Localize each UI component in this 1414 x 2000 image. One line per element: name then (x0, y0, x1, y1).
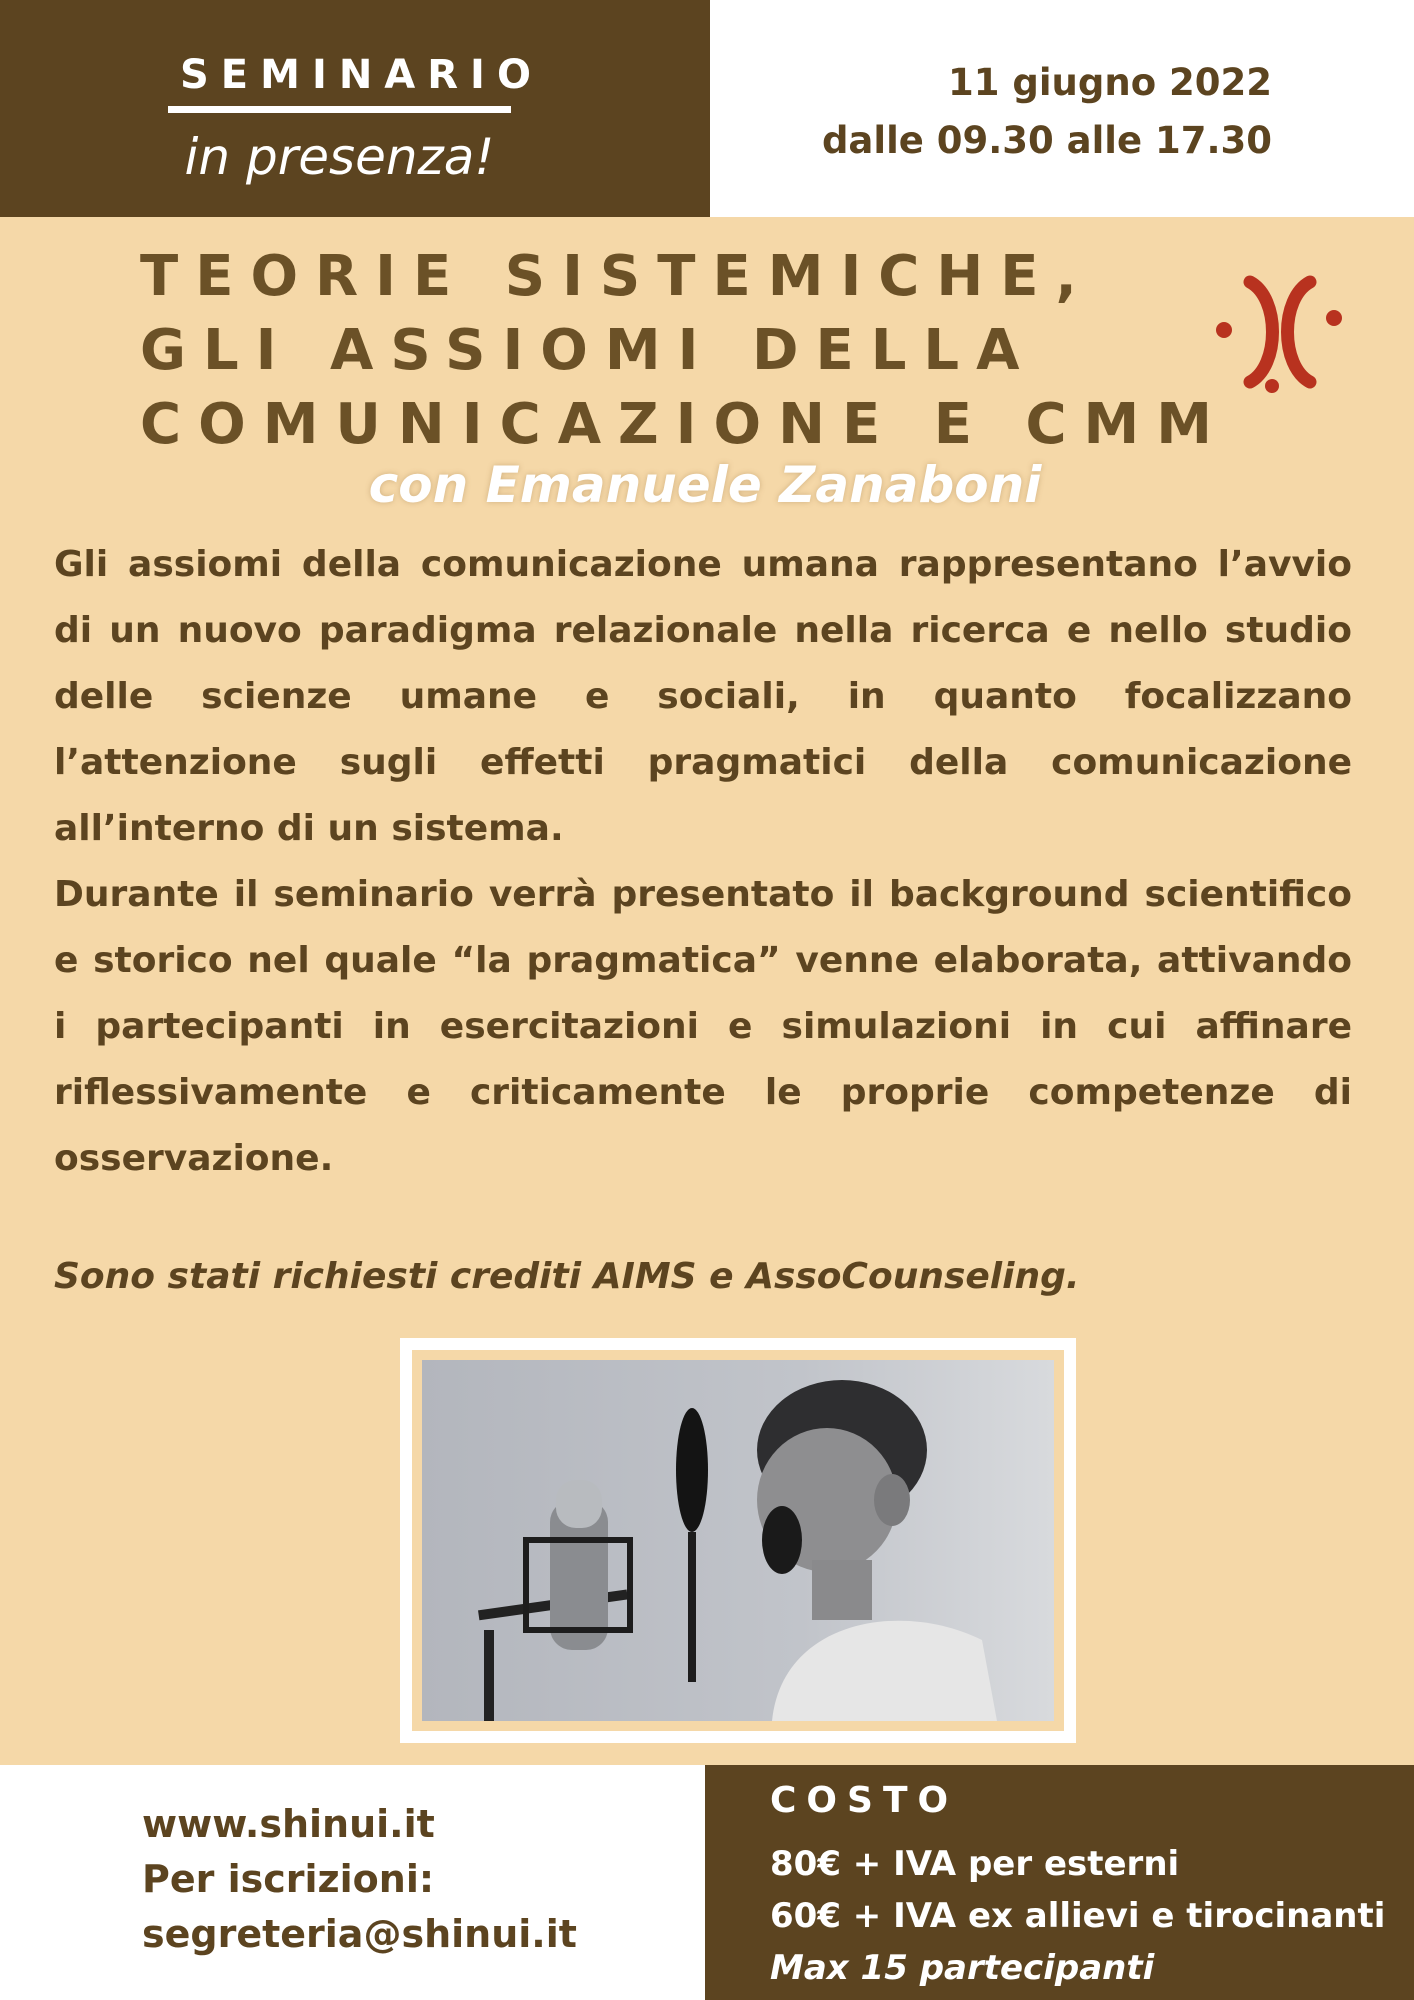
seminar-mode: in presenza! (184, 128, 495, 186)
seminar-label: SEMINARIO (180, 52, 543, 98)
photo-frame (400, 1338, 1076, 1743)
seminar-title (140, 240, 1230, 462)
title-line-2: GLI ASSIOMI DELLA (140, 318, 1037, 383)
event-date: 11 giugno 2022 (948, 61, 1272, 104)
description-paragraph-2: Durante il seminario verrà presentato il background scientifico e storico nel quale “la pragmatica” venne elaborata, attivando i partecipanti in esercitazioni e simulazioni in cui affinare riflessivamente e criticamente le proprie competenze di osservazione. (54, 874, 1352, 1179)
date-block (822, 54, 1272, 170)
child-shouting-into-microphone-photo (422, 1360, 1054, 1721)
event-time: dalle 09.30 alle 17.30 (821, 119, 1272, 162)
cost-max-participants: Max 15 partecipanti (770, 1948, 1155, 1988)
seminar-underline (168, 106, 511, 113)
presenter (0, 456, 1414, 514)
title-line-1: TEORIE SISTEMICHE, (140, 244, 1094, 309)
cost-alumni: 60€ + IVA ex allievi e tirocinanti (770, 1896, 1386, 1936)
cost-external: 80€ + IVA per esterni (770, 1844, 1180, 1884)
website-link[interactable]: www.shinui.it (142, 1802, 435, 1846)
cost-details (770, 1838, 1385, 1994)
photo-inner-border (412, 1350, 1064, 1731)
shinui-logo-icon (1210, 268, 1348, 396)
email-link[interactable]: segreteria@shinui.it (142, 1912, 577, 1956)
signup-label: Per iscrizioni: (142, 1857, 435, 1901)
title-line-3: COMUNICAZIONE E CMM (140, 392, 1230, 457)
credits-note: Sono stati richiesti crediti AIMS e AssoCounseling. (54, 1256, 1080, 1297)
cost-heading: COSTO (770, 1780, 959, 1821)
description-paragraph-1: Gli assiomi della comunicazione umana rappresentano l’avvio di un nuovo paradigma relazionale nella ricerca e nello studio delle scienze umane e sociali, in quanto focalizzano l’attenzione sugli effetti pragmatici della comunicazione all’interno di un sistema. (54, 544, 1352, 849)
contact-info (142, 1797, 577, 1962)
description (54, 532, 1352, 1192)
photo-illustration (422, 1360, 1054, 1721)
presenter-name: con Emanuele Zanaboni (368, 456, 1042, 514)
